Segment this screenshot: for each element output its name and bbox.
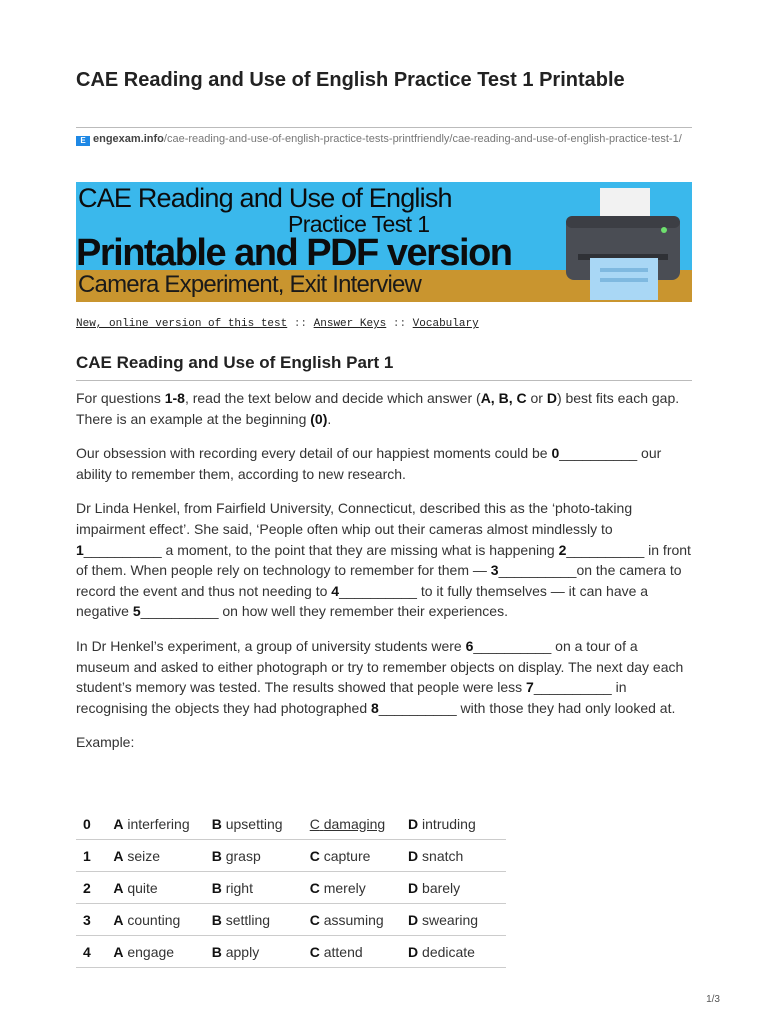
engexam-logo-icon: E xyxy=(76,136,90,146)
option-c: C attend xyxy=(310,936,408,968)
option-a: A seize xyxy=(113,840,211,872)
source-url[interactable] xyxy=(76,132,692,147)
option-d: D barely xyxy=(408,872,506,904)
option-c: C merely xyxy=(310,872,408,904)
blank: __________ xyxy=(378,699,457,716)
option-b: B right xyxy=(212,872,310,904)
blank: __________ xyxy=(473,637,552,654)
gap-8: 8 xyxy=(371,699,379,716)
page-number: 1/3 xyxy=(706,994,720,1005)
table-row xyxy=(76,904,506,936)
blank: __________ xyxy=(83,541,162,558)
paragraph-1: Our obsession with recording every detail of our happiest moments could be 0__________ our ability to remember them, according to new research. xyxy=(76,445,662,482)
option-d: D dedicate xyxy=(408,936,506,968)
banner-line-4: Camera Experiment, Exit Interview xyxy=(78,271,422,298)
source-site[interactable]: engexam.info xyxy=(93,133,164,145)
gap-3: 3 xyxy=(490,562,499,579)
option-b: B grasp xyxy=(212,840,310,872)
section-title: CAE Reading and Use of English Part 1 xyxy=(76,353,394,372)
option-a: A engage xyxy=(113,936,211,968)
paragraph-2: Dr Linda Henkel, from Fairfield University, Connecticut, described this as the ‘photo-taking impairment effect’. She said, ‘People often whip out their cameras almost mindlessly to 1__________ a moment, to the point that they are missing what is happening 2__________ in front of them. When people rely on technology to remember for them — 3__________on the camera to record the event and thus not needing to 4__________ to it fully themselves — it can have a negative 5__________ on how well they remember their experiences. xyxy=(76,500,691,620)
option-c-answer: C damaging xyxy=(310,808,408,840)
link-separator: :: xyxy=(386,318,413,330)
option-a: A counting xyxy=(113,904,211,936)
option-d: D intruding xyxy=(408,808,506,840)
printer-icon xyxy=(560,188,686,300)
paragraph-3: In Dr Henkel’s experiment, a group of university students were 6__________ on a tour of a museum and asked to either photograph or try to remember objects on display. The next day each student’s memory was tested. The results showed that people were less 7__________ in recognising the objects they had photographed 8__________ with those they had only looked at. xyxy=(76,637,684,716)
banner-line-2: Practice Test 1 xyxy=(288,211,430,237)
gap-6: 6 xyxy=(465,637,474,654)
gap-2: 2 xyxy=(558,541,567,558)
question-number: 2 xyxy=(76,872,113,904)
table-row xyxy=(76,840,506,872)
vocabulary-link[interactable]: Vocabulary xyxy=(412,318,479,330)
banner-line-3: Printable and PDF version xyxy=(76,232,512,274)
banner-image xyxy=(76,182,692,302)
question-number: 4 xyxy=(76,936,113,968)
table-row xyxy=(76,872,506,904)
gap-1: 1 xyxy=(76,541,84,558)
title-divider xyxy=(76,127,692,128)
blank: __________ xyxy=(339,582,417,599)
option-d: D snatch xyxy=(408,840,506,872)
reading-text xyxy=(76,388,692,767)
blank: __________ xyxy=(140,603,219,620)
option-d: D swearing xyxy=(408,904,506,936)
section-divider xyxy=(76,380,692,381)
table-row xyxy=(76,808,506,840)
banner-line-1: CAE Reading and Use of English xyxy=(78,183,452,213)
option-c: C capture xyxy=(310,840,408,872)
instructions: For questions 1-8, read the text below and decide which answer (A, B, C or D) best fits each gap. There is an example at the beginning (0). xyxy=(76,390,680,427)
table-row xyxy=(76,936,506,968)
question-number: 3 xyxy=(76,904,113,936)
page-title: CAE Reading and Use of English Practice Test 1 Printable xyxy=(76,69,625,91)
blank: __________ xyxy=(566,541,645,558)
answer-keys-link[interactable]: Answer Keys xyxy=(313,318,387,330)
gap-7: 7 xyxy=(526,679,534,696)
option-b: B upsetting xyxy=(212,808,310,840)
option-b: B settling xyxy=(212,904,310,936)
blank: __________ xyxy=(559,445,638,462)
blank: __________ xyxy=(498,562,577,579)
option-c: C assuming xyxy=(310,904,408,936)
online-version-link[interactable]: New, online version of this test xyxy=(76,318,288,330)
link-separator: :: xyxy=(287,318,314,330)
option-a: A quite xyxy=(113,872,211,904)
links-bar xyxy=(76,316,692,332)
option-b: B apply xyxy=(212,936,310,968)
example-label: Example: xyxy=(76,734,135,751)
blank: __________ xyxy=(533,679,612,696)
option-a: A interfering xyxy=(113,808,211,840)
options-table xyxy=(76,808,506,968)
gap-0: 0 xyxy=(551,445,560,462)
source-path[interactable]: /cae-reading-and-use-of-english-practice-tests-printfriendly/cae-reading-and-use-of-english-practice-test-1/ xyxy=(163,133,682,145)
question-number: 1 xyxy=(76,840,113,872)
gap-5: 5 xyxy=(132,603,141,620)
gap-4: 4 xyxy=(331,582,340,599)
question-number: 0 xyxy=(76,808,113,840)
